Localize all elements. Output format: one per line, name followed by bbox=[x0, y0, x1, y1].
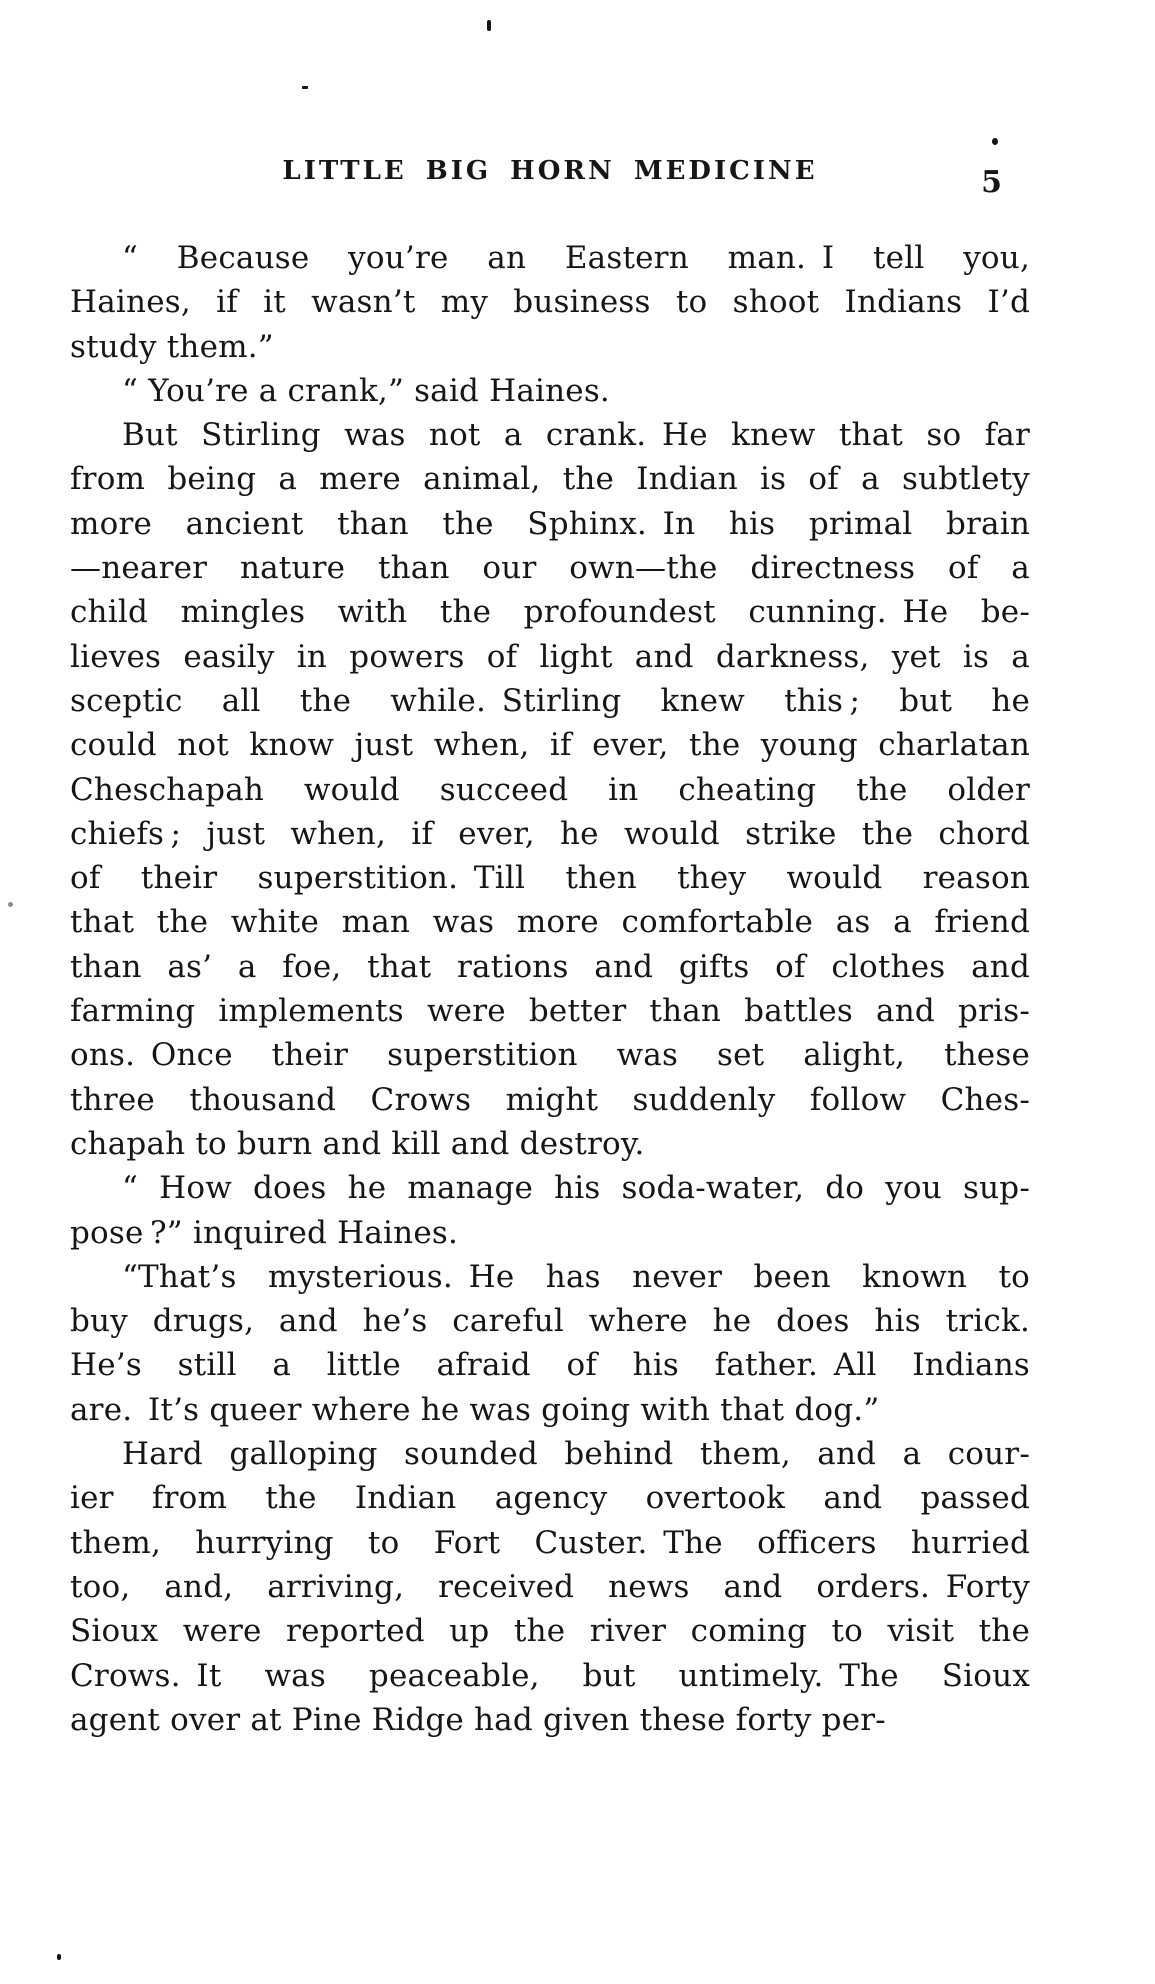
text-line: child mingles with the profoundest cunning. He be- bbox=[70, 594, 1030, 631]
text-line: that the white man was more comfortable as a friend bbox=[70, 904, 1030, 941]
text-line: more ancient than the Sphinx. In his primal brain bbox=[70, 505, 1030, 542]
text-line: But Stirling was not a crank. He knew that so far bbox=[122, 417, 1030, 454]
text-line: farming implements were better than battles and pris- bbox=[70, 993, 1030, 1030]
text-line: could not know just when, if ever, the young charlatan bbox=[70, 727, 1030, 764]
text-line: buy drugs, and he’s careful where he does his trick. bbox=[70, 1303, 1030, 1340]
ink-speck-above-header bbox=[302, 86, 308, 89]
running-header bbox=[70, 156, 1030, 200]
text-line: too, and, arriving, received news and orders. Forty bbox=[70, 1568, 1030, 1605]
page-number: 5 bbox=[981, 165, 1002, 200]
ink-speck-left-margin bbox=[8, 902, 13, 907]
text-line: “ How does he manage his soda-water, do you sup- bbox=[122, 1170, 1030, 1207]
text-line: Hard galloping sounded behind them, and a cour- bbox=[122, 1436, 1030, 1473]
text-line: ons. Once their superstition was set alight, these bbox=[70, 1037, 1030, 1074]
text-line: of their superstition. Till then they would reason bbox=[70, 860, 1030, 897]
text-line: study them.” bbox=[70, 328, 274, 365]
text-line: Crows. It was peaceable, but untimely. The Sioux bbox=[70, 1657, 1030, 1694]
chapter-title: LITTLE BIG HORN MEDICINE bbox=[282, 156, 818, 186]
text-line: than as’ a foe, that rations and gifts of clothes and bbox=[70, 948, 1030, 985]
text-line: “ Because you’re an Eastern man. I tell you, bbox=[122, 240, 1030, 276]
text-line: agent over at Pine Ridge had given these forty per- bbox=[70, 1701, 886, 1738]
text-line: them, hurrying to Fort Custer. The officers hurried bbox=[70, 1524, 1030, 1561]
text-line: lieves easily in powers of light and darkness, yet is a bbox=[70, 638, 1030, 675]
text-line: Sioux were reported up the river coming to visit the bbox=[70, 1613, 1030, 1650]
text-line: “ You’re a crank,” said Haines. bbox=[122, 372, 610, 409]
text-line: Cheschapah would succeed in cheating the older bbox=[70, 771, 1030, 808]
ink-speck-above-page-number bbox=[992, 138, 998, 145]
body-text bbox=[70, 236, 1030, 1742]
text-line: “That’s mysterious. He has never been known to bbox=[122, 1258, 1030, 1295]
ink-speck-top-center bbox=[487, 20, 491, 31]
text-line: —nearer nature than our own—the directness of a bbox=[70, 550, 1030, 587]
text-line: He’s still a little afraid of his father. All Indians bbox=[70, 1347, 1030, 1384]
text-line: sceptic all the while. Stirling knew this ; but he bbox=[70, 682, 1030, 719]
text-line: chapah to burn and kill and destroy. bbox=[70, 1125, 645, 1162]
text-line: are. It’s queer where he was going with that dog.” bbox=[70, 1391, 880, 1428]
text-line: three thousand Crows might suddenly follow Ches- bbox=[70, 1081, 1030, 1118]
text-line: ier from the Indian agency overtook and passed bbox=[70, 1480, 1030, 1517]
text-line: chiefs ; just when, if ever, he would strike the chord bbox=[70, 815, 1030, 852]
text-line: pose ?” inquired Haines. bbox=[70, 1214, 459, 1251]
text-line: Haines, if it wasn’t my business to shoot Indians I’d bbox=[70, 284, 1030, 321]
text-line: from being a mere animal, the Indian is of a subtlety bbox=[70, 461, 1030, 498]
ink-speck-bottom-left bbox=[57, 1954, 61, 1960]
